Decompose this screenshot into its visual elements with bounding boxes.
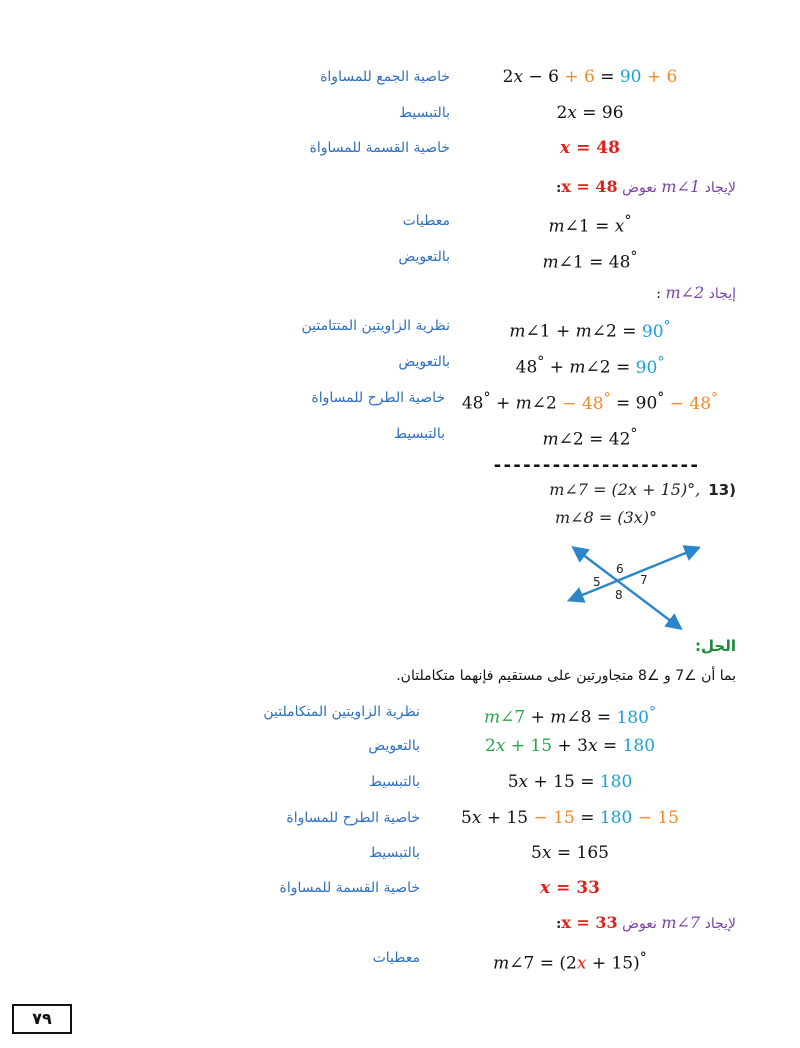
step-row bbox=[0, 347, 800, 377]
equation: m∠2 = 42° bbox=[542, 426, 638, 450]
step-row bbox=[0, 311, 800, 341]
justification: بالتبسيط bbox=[394, 426, 445, 442]
step-row bbox=[0, 873, 800, 903]
equation: 5x = 165 bbox=[531, 843, 609, 863]
equation: 48° + m∠2 = 90° bbox=[515, 354, 665, 378]
step-row bbox=[0, 419, 800, 449]
find-angle2-note: إيجاد m∠2 : bbox=[656, 283, 736, 302]
equation: m∠1 + m∠2 = 90° bbox=[509, 318, 671, 342]
justification: خاصية الطرح للمساواة bbox=[286, 810, 420, 826]
equation: m∠1 = x° bbox=[548, 213, 632, 237]
problem-13-line1: m∠7 = (2x + 15)°, 13) bbox=[549, 480, 736, 499]
equation: m∠7 = (2x + 15)° bbox=[493, 950, 647, 974]
justification: بالتبسيط bbox=[369, 845, 420, 861]
justification: نظرية الزاويتين المتكاملتين bbox=[263, 704, 420, 720]
angle-label-6: 6 bbox=[616, 562, 624, 576]
step-row bbox=[0, 697, 800, 727]
problem-13-line2: m∠8 = (3x)° bbox=[555, 508, 658, 527]
justification: خاصية الطرح للمساواة bbox=[311, 390, 445, 406]
equation: 2x + 15 + 3x = 180 bbox=[484, 736, 656, 756]
equation: 5x + 15 = 180 bbox=[507, 772, 633, 792]
solution-statement: بما أن ∠7 و ∠8 متجاورتين على مستقيم فإنهما متكاملتان. bbox=[396, 668, 736, 684]
justification: خاصية القسمة للمساواة bbox=[279, 880, 420, 896]
line-a bbox=[574, 548, 680, 628]
find-angle1-note: لإيجاد m∠1 نعوض x = 48: bbox=[556, 177, 736, 196]
justification: بالتبسيط bbox=[399, 105, 450, 121]
justification: بالتعويض bbox=[398, 249, 450, 265]
step-row bbox=[0, 943, 800, 973]
equation: m∠1 = 48° bbox=[542, 249, 638, 273]
justification: معطيات bbox=[372, 950, 420, 966]
equation: x = 48 bbox=[560, 138, 620, 158]
page-number: ٧٩ bbox=[12, 1004, 72, 1034]
divider: --------------------- bbox=[492, 455, 699, 476]
justification: خاصية القسمة للمساواة bbox=[309, 140, 450, 156]
angle-label-7: 7 bbox=[640, 573, 648, 587]
find-angle7-note: لإيجاد m∠7 نعوض x = 33: bbox=[556, 913, 736, 932]
equation: x = 33 bbox=[540, 878, 600, 898]
step-row bbox=[0, 206, 800, 236]
step-row bbox=[0, 767, 800, 797]
justification: خاصية الجمع للمساواة bbox=[320, 69, 450, 85]
step-row bbox=[0, 838, 800, 868]
equation: 2x = 96 bbox=[556, 103, 624, 123]
justification: معطيات bbox=[402, 213, 450, 229]
equation: 5x + 15 − 15 = 180 − 15 bbox=[461, 808, 679, 828]
justification: بالتعويض bbox=[398, 354, 450, 370]
justification: بالتعويض bbox=[368, 738, 420, 754]
equation: m∠7 + m∠8 = 180° bbox=[483, 704, 657, 728]
angle-figure bbox=[560, 538, 700, 633]
step-row bbox=[0, 383, 800, 413]
equation: 48° + m∠2 − 48° = 90° − 48° bbox=[461, 390, 719, 414]
step-row bbox=[0, 133, 800, 163]
equation: 2x − 6 + 6 = 90 + 6 bbox=[502, 67, 678, 87]
angle-label-5: 5 bbox=[593, 575, 601, 589]
step-row bbox=[0, 731, 800, 761]
angle-label-8: 8 bbox=[615, 588, 623, 602]
step-row bbox=[0, 98, 800, 128]
justification: بالتبسيط bbox=[369, 774, 420, 790]
step-row bbox=[0, 803, 800, 833]
step-row bbox=[0, 242, 800, 272]
solution-label: الحل: bbox=[695, 637, 736, 655]
step-row bbox=[0, 62, 800, 92]
justification: نظرية الزاويتين المتتامتين bbox=[301, 318, 450, 334]
